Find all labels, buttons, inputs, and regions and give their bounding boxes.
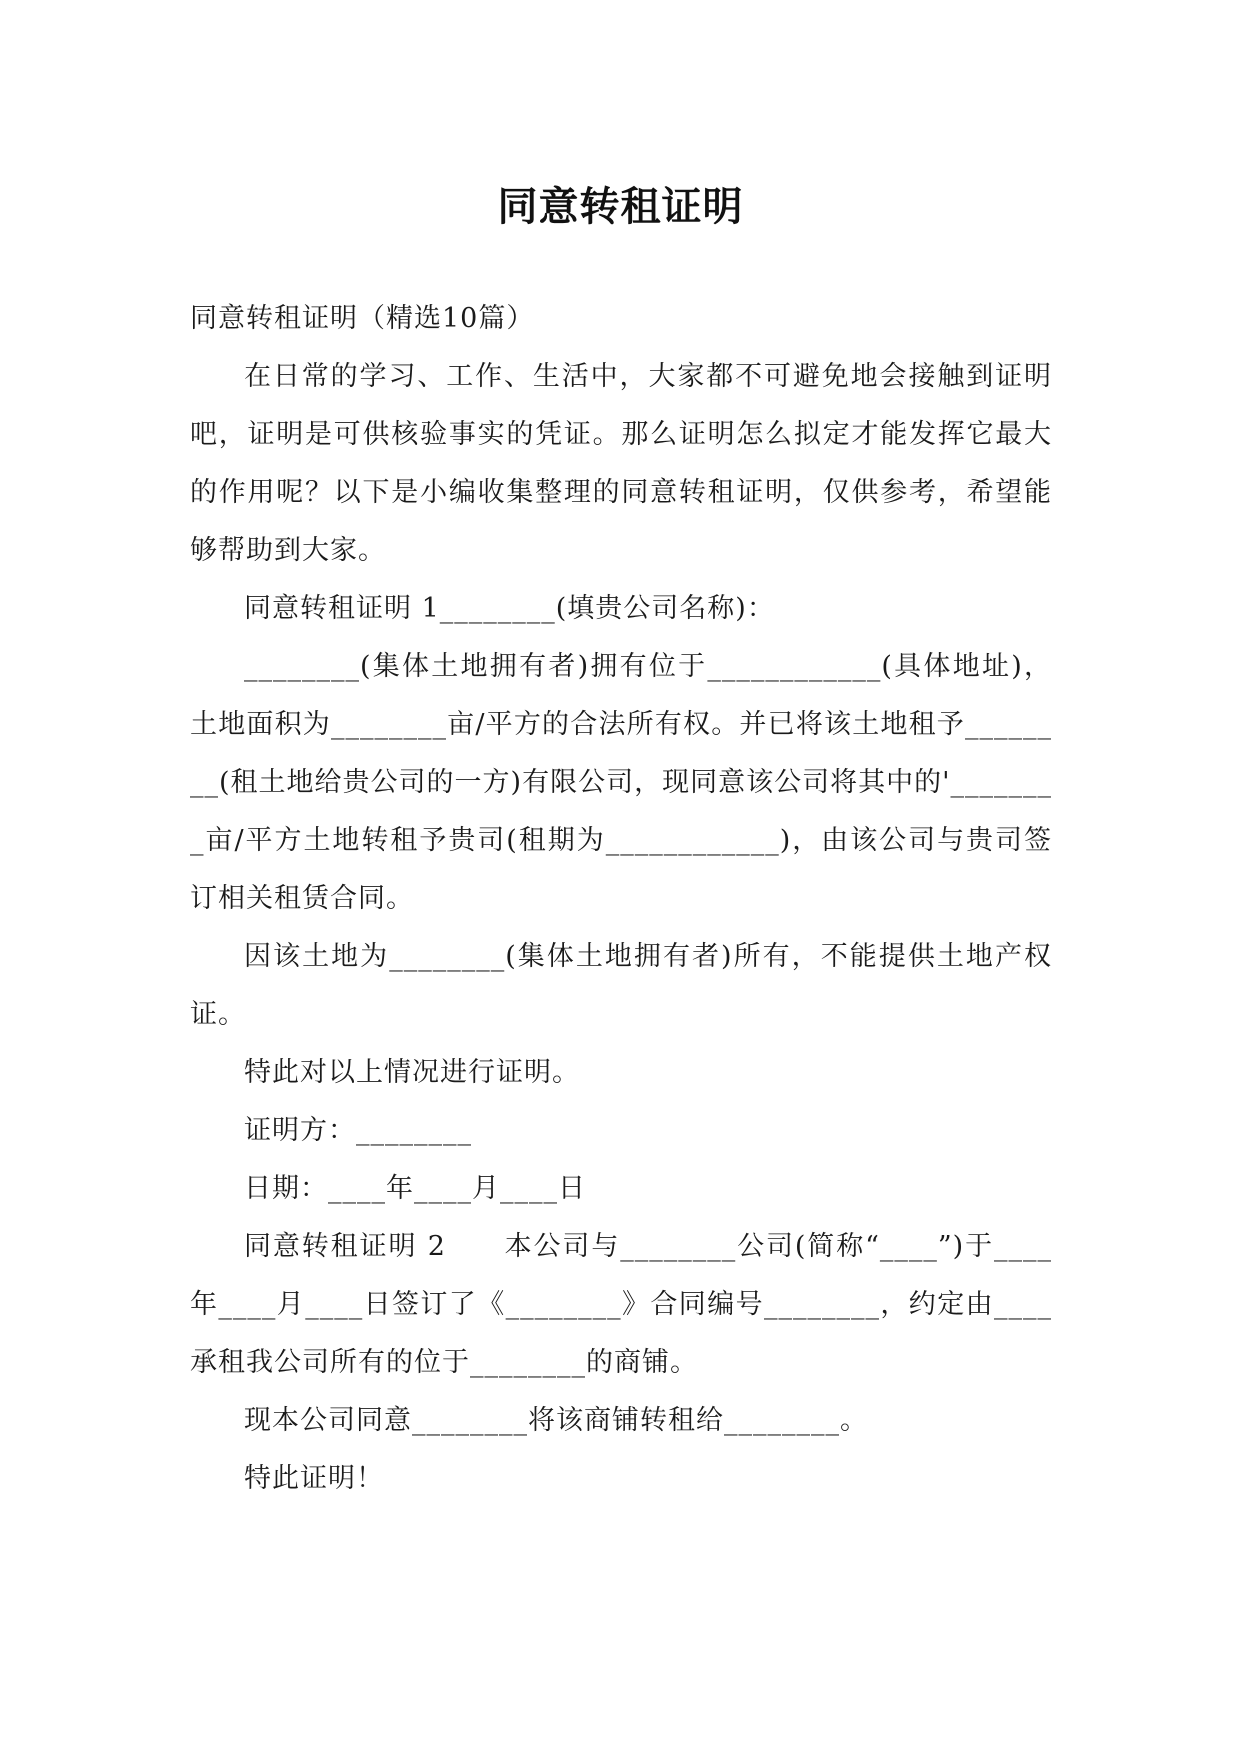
letter-2-certify: 特此证明！ (244, 1463, 384, 1494)
document-title: 同意转租证明 (497, 183, 744, 230)
letter-1-certifier: 证明方：________ (244, 1115, 472, 1146)
subtitle-paragraph: 同意转租证明（精选10篇） (190, 303, 535, 334)
intro-paragraph: 在日常的学习、工作、生活中，大家都不可避免地会接触到证明吧，证明是可供核验事实的凭证。那么证明怎么拟定才能发挥它最大的作用呢？以下是小编收集整理的同意转租证明，仅供参考，希望能够帮助到大家。 (190, 361, 1052, 566)
letter-1-body: ________(集体土地拥有者)拥有位于____________(具体地址)，土地面积为________亩/平方的合法所有权。并已将该土地租予________(租土地给贵公司的一方)有限公司，现同意该公司将其中的'________亩/平方土地转租予贵司(租期为____________)，由该公司与贵司签订相关租赁合同。 (190, 651, 1052, 914)
letter-1-date: 日期：____年____月____日 (244, 1173, 586, 1204)
letter-1-heading: 同意转租证明 1________(填贵公司名称)： (244, 593, 775, 624)
letter-2-body: 同意转租证明 2 本公司与________公司(简称“____”)于____年____月____日签订了《________》合同编号________，约定由____承租我公司所有的位于________的商铺。 (190, 1231, 1052, 1378)
letter-2-consent: 现本公司同意________将该商铺转租给________。 (244, 1405, 868, 1436)
letter-1-certify: 特此对以上情况进行证明。 (244, 1057, 580, 1088)
document-body (190, 290, 1052, 1508)
letter-1-note: 因该土地为________(集体土地拥有者)所有，不能提供土地产权证。 (190, 941, 1052, 1030)
